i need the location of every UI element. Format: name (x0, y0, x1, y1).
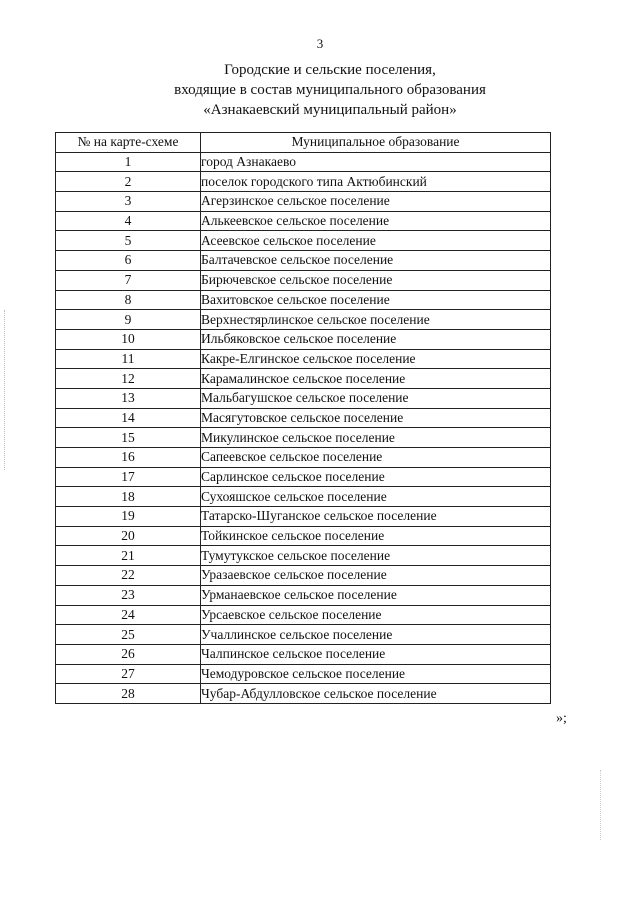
map-number-cell: 8 (56, 290, 201, 310)
table-row (56, 467, 551, 487)
map-number-cell: 20 (56, 526, 201, 546)
map-number-cell: 26 (56, 644, 201, 664)
map-number-cell: 23 (56, 585, 201, 605)
map-number-cell: 28 (56, 684, 201, 704)
municipality-name-cell: Мальбагушское сельское поселение (201, 388, 551, 408)
table-row (56, 664, 551, 684)
map-number-cell: 3 (56, 192, 201, 212)
table-body (56, 152, 551, 703)
table-row (56, 290, 551, 310)
municipality-name-cell: Карамалинское сельское поселение (201, 369, 551, 389)
map-number-cell: 17 (56, 467, 201, 487)
left-margin-scan-marks (4, 310, 6, 470)
municipality-name-cell: Тойкинское сельское поселение (201, 526, 551, 546)
table-row (56, 546, 551, 566)
closing-quote-mark: »; (556, 711, 567, 726)
municipality-name-cell: Чемодуровское сельское поселение (201, 664, 551, 684)
municipality-name-cell: Масягутовское сельское поселение (201, 408, 551, 428)
municipality-name-cell: Ильбяковское сельское поселение (201, 329, 551, 349)
table-row (56, 644, 551, 664)
map-number-cell: 18 (56, 487, 201, 507)
map-number-cell: 4 (56, 211, 201, 231)
map-number-cell: 9 (56, 310, 201, 330)
table-row (56, 625, 551, 645)
table-row (56, 231, 551, 251)
municipality-name-cell: Чалпинское сельское поселение (201, 644, 551, 664)
table-row (56, 684, 551, 704)
map-number-cell: 21 (56, 546, 201, 566)
municipality-name-cell: Уразаевское сельское поселение (201, 566, 551, 586)
table-row (56, 605, 551, 625)
header-municipality: Муниципальное образование (201, 133, 551, 153)
table-header-row (56, 133, 551, 153)
municipality-name-cell: Сапеевское сельское поселение (201, 448, 551, 468)
municipality-name-cell: Чубар-Абдулловское сельское поселение (201, 684, 551, 704)
map-number-cell: 24 (56, 605, 201, 625)
municipality-name-cell: Сухояшское сельское поселение (201, 487, 551, 507)
table-row (56, 448, 551, 468)
municipality-name-cell: Агерзинское сельское поселение (201, 192, 551, 212)
map-number-cell: 14 (56, 408, 201, 428)
municipality-name-cell: Балтачевское сельское поселение (201, 251, 551, 271)
municipality-name-cell: Урсаевское сельское поселение (201, 605, 551, 625)
municipality-name-cell: Микулинское сельское поселение (201, 428, 551, 448)
map-number-cell: 15 (56, 428, 201, 448)
municipality-name-cell: Тумутукское сельское поселение (201, 546, 551, 566)
map-number-cell: 10 (56, 329, 201, 349)
title-line-2: входящие в состав муниципального образования (174, 82, 486, 98)
municipality-name-cell: Сарлинское сельское поселение (201, 467, 551, 487)
table-row (56, 211, 551, 231)
table-row (56, 369, 551, 389)
map-number-cell: 7 (56, 270, 201, 290)
municipality-name-cell: Алькеевское сельское поселение (201, 211, 551, 231)
municipality-name-cell: Урманаевское сельское поселение (201, 585, 551, 605)
map-number-cell: 27 (56, 664, 201, 684)
map-number-cell: 22 (56, 566, 201, 586)
header-map-number: № на карте-схеме (56, 133, 201, 153)
municipality-name-cell: Какре-Елгинское сельское поселение (201, 349, 551, 369)
map-number-cell: 11 (56, 349, 201, 369)
table-row (56, 566, 551, 586)
table-row (56, 251, 551, 271)
municipality-name-cell: город Азнакаево (201, 152, 551, 172)
map-number-cell: 16 (56, 448, 201, 468)
map-number-cell: 25 (56, 625, 201, 645)
municipality-name-cell: Татарско-Шуганское сельское поселение (201, 507, 551, 527)
municipality-name-cell: Бирючевское сельское поселение (201, 270, 551, 290)
table-row (56, 172, 551, 192)
table-row (56, 310, 551, 330)
title-line-1: Городские и сельские поселения, (224, 62, 436, 78)
settlements-table (55, 132, 551, 704)
map-number-cell: 13 (56, 388, 201, 408)
map-number-cell: 6 (56, 251, 201, 271)
table-row (56, 349, 551, 369)
table-row (56, 526, 551, 546)
map-number-cell: 12 (56, 369, 201, 389)
map-number-cell: 19 (56, 507, 201, 527)
table-row (56, 487, 551, 507)
table-row (56, 507, 551, 527)
map-number-cell: 5 (56, 231, 201, 251)
municipality-name-cell: Вахитовское сельское поселение (201, 290, 551, 310)
municipality-name-cell: поселок городского типа Актюбинский (201, 172, 551, 192)
document-title (80, 60, 580, 120)
table-row (56, 585, 551, 605)
table-row (56, 152, 551, 172)
municipality-name-cell: Асеевское сельское поселение (201, 231, 551, 251)
right-margin-scan-marks (600, 770, 602, 840)
municipality-name-cell: Верхнестярлинское сельское поселение (201, 310, 551, 330)
table-row (56, 388, 551, 408)
table-row (56, 192, 551, 212)
table-row (56, 270, 551, 290)
municipality-name-cell: Учаллинское сельское поселение (201, 625, 551, 645)
map-number-cell: 2 (56, 172, 201, 192)
title-line-3: «Азнакаевский муниципальный район» (203, 102, 457, 118)
page-number: 3 (316, 36, 324, 51)
table-row (56, 329, 551, 349)
map-number-cell: 1 (56, 152, 201, 172)
table-row (56, 428, 551, 448)
table-row (56, 408, 551, 428)
